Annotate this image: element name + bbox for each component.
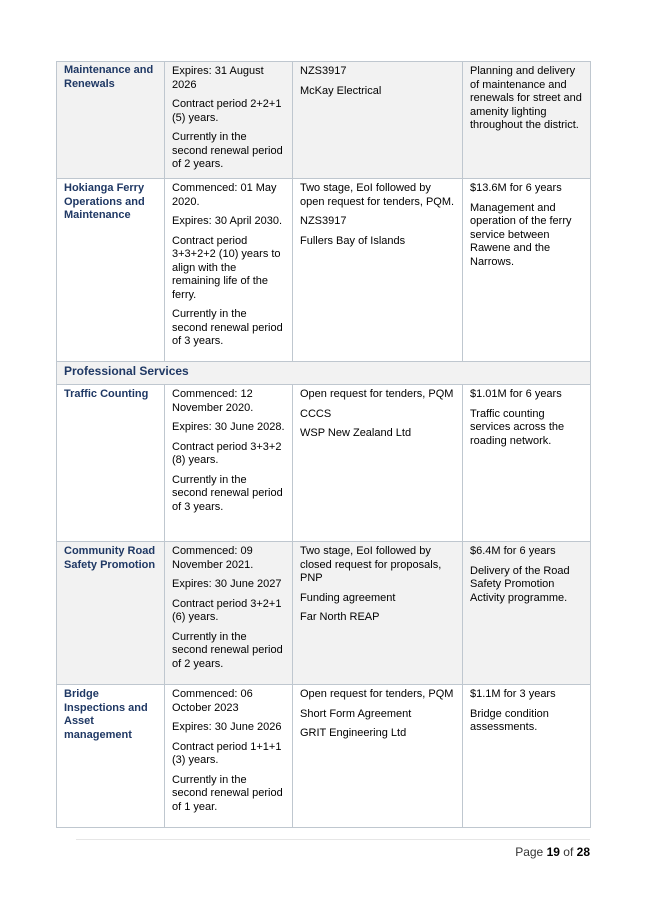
value-line: Delivery of the Road Safety Promotion Activity programme. xyxy=(470,564,570,604)
procurement-line: Far North REAP xyxy=(300,611,380,623)
footer-divider xyxy=(76,839,590,840)
table-row xyxy=(57,685,591,828)
contract-period-cell xyxy=(165,62,293,179)
period-line: Currently in the second renewal period of 2 years. xyxy=(172,131,283,170)
period-line: Commenced: 01 May 2020. xyxy=(172,182,277,208)
procurement-cell xyxy=(293,62,463,179)
contract-period-cell xyxy=(165,385,293,542)
contract-name: Hokianga Ferry Operations and Maintenance xyxy=(57,179,165,362)
procurement-line: NZS3917 xyxy=(300,215,347,227)
value-cell xyxy=(463,385,591,542)
period-line: Currently in the second renewal period of 3 years. xyxy=(172,308,283,347)
contract-name: Traffic Counting xyxy=(57,385,165,542)
period-line: Expires: 30 June 2028. xyxy=(172,421,285,433)
contract-period-cell xyxy=(165,685,293,828)
period-line: Commenced: 12 November 2020. xyxy=(172,388,254,414)
procurement-cell xyxy=(293,542,463,685)
period-line: Currently in the second renewal period of 1 year. xyxy=(172,773,283,813)
contract-name: Community Road Safety Promotion xyxy=(57,542,165,685)
procurement-line: WSP New Zealand Ltd xyxy=(300,427,412,439)
period-line: Contract period 3+3+2 (8) years. xyxy=(172,440,282,466)
value-cell xyxy=(463,542,591,685)
value-line: Planning and delivery of maintenance and renewals for street and amenity lighting throughout the district. xyxy=(470,65,582,131)
value-line: $6.4M for 6 years xyxy=(470,545,556,557)
period-line: Expires: 31 August 2026 xyxy=(172,65,264,91)
value-line: Bridge condition assessments. xyxy=(470,707,549,733)
procurement-line: McKay Electrical xyxy=(300,84,382,97)
page-number: 19 xyxy=(546,845,560,859)
page-of-label: of xyxy=(563,845,574,859)
procurement-line: NZS3917 xyxy=(300,65,347,77)
value-cell xyxy=(463,179,591,362)
value-line: $1.1M for 3 years xyxy=(470,688,556,700)
period-line: Contract period 2+2+1 (5) years. xyxy=(172,98,282,124)
period-line: Contract period 3+2+1 (6) years. xyxy=(172,597,282,623)
table-row xyxy=(57,62,591,179)
period-line: Currently in the second renewal period of 2 years. xyxy=(172,630,283,670)
procurement-line: Open request for tenders, PQM xyxy=(300,388,454,400)
contract-name: Maintenance and Renewals xyxy=(57,62,165,179)
contract-period-cell xyxy=(165,179,293,362)
procurement-line: Fullers Bay of Islands xyxy=(300,234,406,247)
table-row xyxy=(57,385,591,542)
procurement-line: Short Form Agreement xyxy=(300,707,412,720)
value-line: Traffic counting services across the roading network. xyxy=(470,407,565,447)
procurement-cell xyxy=(293,385,463,542)
value-cell xyxy=(463,685,591,828)
period-line: Contract period 3+3+2+2 (10) years to align with the remaining life of the ferry. xyxy=(172,234,281,301)
value-line: $13.6M for 6 years xyxy=(470,182,562,194)
period-line: Expires: 30 June 2027 xyxy=(172,578,282,590)
procurement-line: Open request for tenders, PQM xyxy=(300,688,454,700)
procurement-line: Funding agreement xyxy=(300,591,396,604)
value-line: Management and operation of the ferry service between Rawene and the Narrows. xyxy=(470,201,572,268)
value-cell xyxy=(463,62,591,179)
value-line: $1.01M for 6 years xyxy=(470,388,562,400)
procurement-line: GRIT Engineering Ltd xyxy=(300,727,407,739)
period-line: Commenced: 09 November 2021. xyxy=(172,545,254,571)
page-label: Page xyxy=(515,845,544,859)
procurement-line: Two stage, EoI followed by open request for tenders, PQM. xyxy=(300,182,455,208)
procurement-cell xyxy=(293,179,463,362)
page-total: 28 xyxy=(576,845,590,859)
period-line: Contract period 1+1+1 (3) years. xyxy=(172,740,282,766)
contract-name: Bridge Inspections and Asset management xyxy=(57,685,165,828)
procurement-line: CCCS xyxy=(300,407,332,420)
procurement-cell xyxy=(293,685,463,828)
period-line: Currently in the second renewal period of 3 years. xyxy=(172,473,283,513)
procurement-line: Two stage, EoI followed by closed request for proposals, PNP xyxy=(300,545,442,584)
table-row xyxy=(57,179,591,362)
contracts-table xyxy=(56,61,591,828)
period-line: Expires: 30 April 2030. xyxy=(172,215,283,227)
period-line: Commenced: 06 October 2023 xyxy=(172,688,253,714)
table-row xyxy=(57,542,591,685)
period-line: Expires: 30 June 2026 xyxy=(172,721,282,733)
section-heading: Professional Services xyxy=(57,362,591,385)
contract-period-cell xyxy=(165,542,293,685)
page-footer xyxy=(515,845,590,859)
section-row xyxy=(57,362,591,385)
